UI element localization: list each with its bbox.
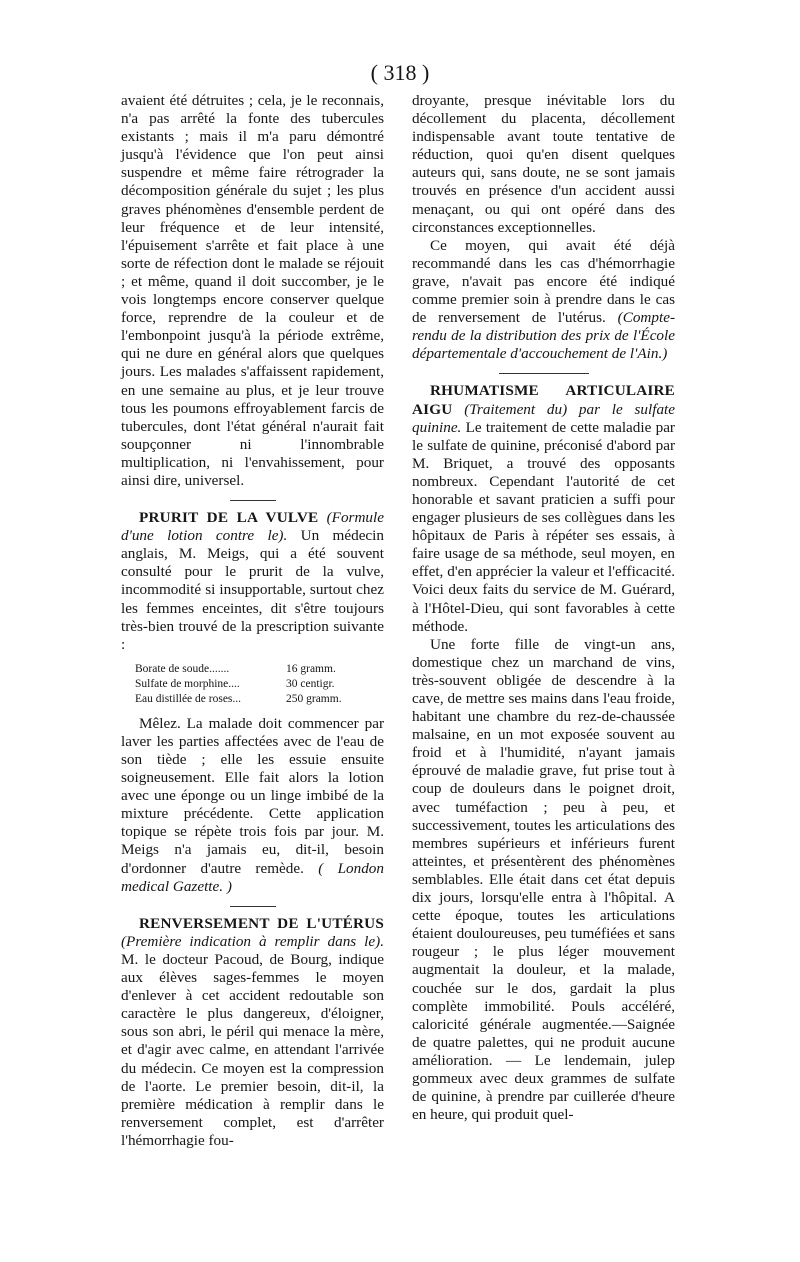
paragraph-melez [121,715,384,896]
prescription-row [135,662,384,677]
left-column [121,92,384,1150]
pruritus-text: Un médecin anglais, M. Meigs, qui a été souvent consulté pour le prurit de la vulve, incommodité si insupportable, surtout chez les femmes enceintes, dit s'être toujours très-bien trouvé de la prescription suivante : [121,527,384,653]
prescription-table [135,662,384,707]
pruritus-heading: PRURIT DE LA VULVE [139,509,319,527]
prescription-dose: 250 gramm. [286,692,342,705]
uterus-heading: RENVERSEMENT DE L'UTÉRUS [139,914,384,932]
right-column [412,92,675,1124]
prescription-item: Sulfate de morphine.... [135,677,240,690]
paragraph-uterus-note [412,237,675,364]
pruritus-subheading: (Formule d'une lotion contre le). [121,509,384,545]
article-rheumatism [412,382,675,635]
paragraph-case-study: Une forte fille de vingt-un ans, domestique chez un marchand de vins, très-souvent obligée de descendre à la cave, de mettre ses mains dans l'eau froide, habitant une chambre du rez-de-chaussée malsaine, en un mot exposée souvent au froid et à l'humidité, n'ayant jamais éprouvé de maladie grave, fut prise tout à coup de douleurs dans le poignet droit, avec tuméfaction ; peu à peu, et successivement, toutes les articulations des membres supérieurs et inférieurs furent atteintes, et présentèrent des phénomènes semblables. Elle était dans cet état depuis dix jours, lorsqu'elle entra à l'hôpital. A cette époque, toutes les articulations étaient douloureuses, peu tuméfiées et sans rougeur ; le plus léger mouvement augmentait la douleur, et la malade, couchée sur le dos, gardait la plus complète immobilité. Pouls accéléré, caloricité générale augmentée.—Saignée de quatre palettes, qui ne produit aucune amélioration. — Le lendemain, julep gommeux avec deux grammes de sulfate de quinine, à prendre par cuillerée d'heure en heure, qui produit quel- [412,635,675,1124]
article-uterus [121,915,384,1150]
uterus-text: M. le docteur Pacoud, de Bourg, indique aux élèves sages-femmes le moyen d'enlever à cet accident redoutable son caractère le plus dangereux, d'éloigner, sous son abri, le péril qui menace la mère, et d'agir avec calme, en attendant l'arrivée du médecin. Ce moyen est la compression de l'aorte. Le premier besoin, dit-il, la première médication à remplir dans le renversement complet, est d'arrêter l'hémorrhagie fou- [121,950,384,1149]
section-divider [499,373,589,374]
paragraph-uterus-continued: droyante, presque inévitable lors du décollement du placenta, décollement indispensable avant toute tentative de réduction, quoi qu'en disent quelques auteurs qui, sans doute, ne se sont jamais trouvés en présence d'un accident aussi menaçant, ou qui ont opéré dans des circonstances exceptionnelles. [412,92,675,236]
prescription-row [135,677,384,692]
prescription-item: Eau distillée de roses... [135,692,242,705]
paragraph-tuberculosis-end: avaient été détruites ; cela, je le reconnais, n'a pas arrêté la fonte des tubercules existants ; mais il m'a paru démontré jusqu'à l'évidence que l'on peut ainsi suspendre et même faire rétrograder la décomposition générale du sujet ; les plus graves phénomènes d'ensemble perdent de leur fréquence et de leur intensité, l'épuisement s'arrête et fait place à une sorte de réfection dont le malade se réjouit ; et même, quand il doit succomber, je le vois longtemps encore conserver quelque force, reprendre de la couleur et de l'embonpoint jusqu'à la période extrême, qui ne dure en général alors que quelques jours. Les malades s'affaissent rapidement, en une semaine au plus, et je leur trouve tous les poumons effroyablement farcis de tubercules, dont l'état général n'aurait fait soupçonner ni l'innombrable multiplication, ni l'envahissement, pour ainsi dire, universel. [121,92,384,489]
page-number: ( 318 ) [370,60,430,85]
rheumatism-heading: RHUMATISME ARTICULAIRE AIGU [412,382,675,418]
section-divider [230,500,276,501]
prescription-dose: 16 gramm. [286,662,336,675]
uterus-note-source: (Compte-rendu de la distribution des prix de l'École départementale d'accouchement de l'Ain.) [412,309,676,363]
prescription-item: Borate de soude....... [135,662,230,675]
melez-source: ( London medical Gazette. ) [121,859,384,895]
prescription-row [135,692,384,707]
uterus-subheading: (Première indication à remplir dans le). [121,932,384,950]
prescription-dose: 30 centigr. [286,677,335,690]
section-divider [230,906,276,907]
rheumatism-text: Le traitement de cette maladie par le sulfate de quinine, préconisé d'abord par M. Briquet, a trouvé des opposants nombreux. Cependant l'autorité de cet honorable et savant praticien a suffi pour engager plusieurs de ses collègues dans les hôpitaux de Paris à répéter ses essais, à faire usage de sa méthode, seul moyen, en effet, d'en apprécier la valeur et l'efficacité. Voici deux faits du service de M. Guérard, à l'Hôtel-Dieu, qui sont favorables à cette méthode. [412,418,675,635]
uterus-note-text: Ce moyen, qui avait été déjà recommandé dans les cas d'hémorrhagie grave, n'avait pas encore été indiqué comme premier soin à prendre dans le cas de renversement de l'utérus. [412,236,675,327]
melez-text: Mêlez. La malade doit commencer par laver les parties affectées avec de l'eau de son tiède ; elle les essuie ensuite soigneusement. Elle fait alors la lotion avec une éponge ou un linge imbibé de la mixture précédente. Cette application topique se répète trois fois par jour. M. Meigs n'a jamais eu, dit-il, besoin d'ordonner d'autre remède. [121,714,384,877]
article-pruritus [121,509,384,654]
rheumatism-subheading: (Traitement du) par le sulfate quinine. [412,400,675,436]
